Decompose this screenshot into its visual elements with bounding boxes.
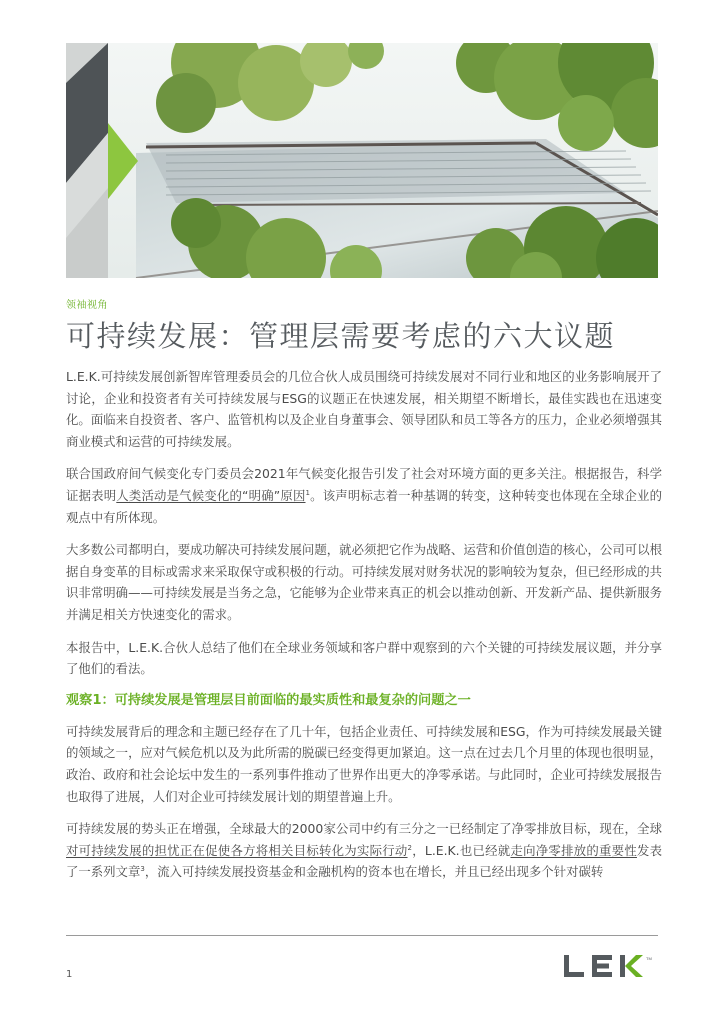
footnote-ref: 1	[305, 488, 310, 497]
paragraph-ipcc	[66, 463, 662, 528]
lek-logo	[562, 953, 658, 979]
hero-photo	[66, 43, 658, 278]
footnote-ref: 2	[407, 843, 413, 852]
paragraph-momentum	[66, 818, 662, 883]
paragraph-companies: 大多数公司都明白，要成功解决可持续发展问题，就必须把它作为战略、运营和价值创造的核心，公司可以根据自身变革的目标或需求来采取保守或积极的行动。可持续发展对财务状况的影响较为复杂，但已经形成的共识非常明确——可持续发展是当务之急，它能够为企业带来真正的机会以推动创新、开发新产品、提供新服务并满足相关方快速变化的需求。	[66, 542, 662, 622]
paragraph-text: 发表了一系列文章	[66, 842, 663, 880]
paragraph-text: ，流入可持续发展投资基金和金融机构的资本也在增长，并且已经出现多个针对碳转	[144, 864, 604, 880]
footnote-ref: 3	[140, 865, 145, 874]
paragraph-intro: L.E.K.可持续发展创新智库管理委员会的几位合伙人成员围绕可持续发展对不同行业和地区的业务影响展开了讨论，企业和投资者有关可持续发展与ESG的议题正在快速发展，相关期望不断增长，最佳实践也在迅速变化。面临来自投资者、客户、监管机构以及企业自身董事会、领导团队和员工等各方的压力，企业必须增强其商业模式和运营的可持续发展。	[66, 369, 662, 449]
logo-trademark: TM	[646, 956, 652, 961]
hero-image	[66, 43, 658, 278]
paragraph-observation: 可持续发展背后的理念和主题已经存在了几十年，包括企业责任、可持续发展和ESG，作为可持续发展最关键的领域之一，应对气候危机以及为此所需的脱碳已经变得更加紧迫。这一点在过去几个月里的体现也很明显，政治、政府和社会论坛中发生的一系列事件推动了世界作出更大的净零承诺。与此同时，企业可持续发展报告也取得了进展，人们对企业可持续发展计划的期望普遍上升。	[66, 723, 662, 804]
concern-link[interactable]: 对可持续发展的担忧正在促使各方将相关目标转化为实际行动	[66, 842, 408, 858]
paragraph-text: ，L.E.K.也已经就	[412, 842, 511, 858]
net-zero-link[interactable]: 走向净零排放的重要性	[510, 842, 637, 858]
paragraph-text: 可持续发展的势头正在增强，全球最大的2000家公司中约有三分之一已经制定了净零排放目标，现在，全球	[66, 821, 662, 837]
footer-divider	[66, 935, 658, 936]
section-heading: 观察1：可持续发展是管理层目前面临的最实质性和最复杂的问题之一	[66, 692, 471, 708]
article-body	[66, 366, 662, 894]
section-kicker: 领袖视角	[66, 300, 108, 311]
paragraph-text: 。该声明标志着一种基调的转变，这种转变也体现在全球企业的观点中有所体现。	[66, 487, 663, 525]
paragraph-text: 联合国政府间气候变化专门委员会2021年气候变化报告引发了社会对环境方面的更多关注。根据报告，科学证据表明	[66, 466, 662, 503]
page-title: 可持续发展：管理层需要考虑的六大议题	[66, 319, 616, 353]
page-number: 1	[66, 969, 73, 980]
ipcc-link[interactable]: 人类活动是气候变化的“明确”原因	[116, 487, 306, 503]
paragraph-report: 本报告中，L.E.K.合伙人总结了他们在全球业务领域和客户群中观察到的六个关键的可持续发展议题，并分享了他们的看法。	[66, 639, 662, 677]
